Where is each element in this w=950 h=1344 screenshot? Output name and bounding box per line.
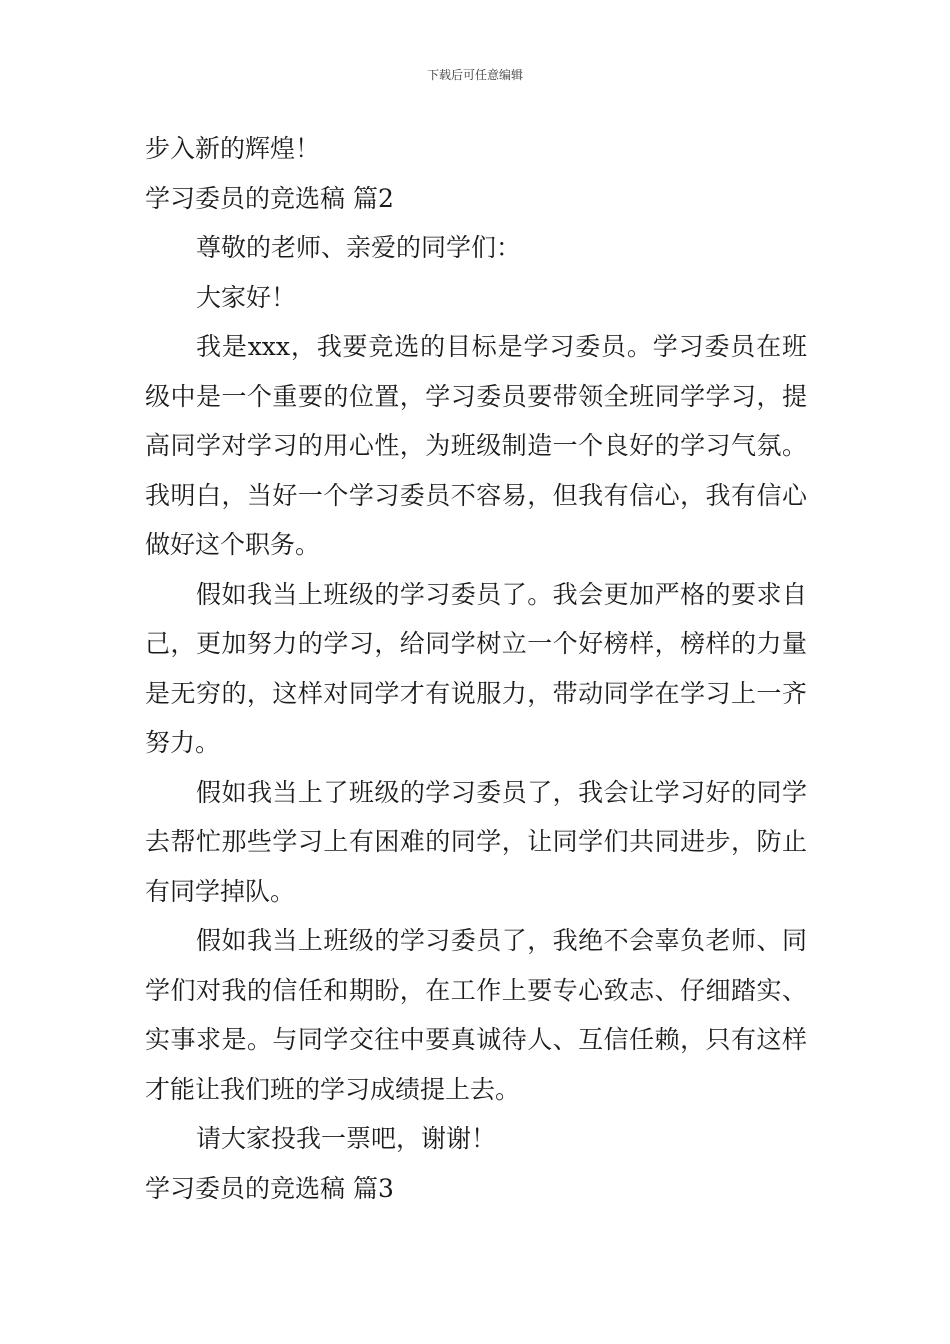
paragraph-2: 假如我当上班级的学习委员了。我会更加严格的要求自己，更加努力的学习，给同学树立一个好榜样，榜样的力量是无穷的，这样对同学才有说服力，带动同学在学习上一齐努力。	[145, 579, 807, 757]
closing-line: 请大家投我一票吧，谢谢！	[196, 1124, 497, 1153]
greeting-line: 尊敬的老师、亲爱的同学们：	[196, 233, 522, 262]
paragraph-4: 假如我当上班级的学习委员了，我绝不会辜负老师、同学们对我的信任和期盼，在工作上要专心致志、仔细踏实、实事求是。与同学交往中要真诚待人、互信任赖，只有这样才能让我们班的学习成绩提上去。	[145, 926, 807, 1104]
carry-over-line: 步入新的辉煌！	[145, 134, 321, 163]
hello-line: 大家好！	[196, 282, 297, 312]
section-heading-2: 学习委员的竞选稿 篇2	[145, 183, 394, 213]
document-body	[145, 124, 807, 1213]
section-heading-3: 学习委员的竞选稿 篇3	[145, 1173, 394, 1203]
paragraph-1: 我是xxx，我要竞选的目标是学习委员。学习委员在班级中是一个重要的位置，学习委员要带领全班同学学习，提高同学对学习的用心性，为班级制造一个良好的学习气氛。我明白，当好一个学习委员不容易，但我有信心，我有信心做好这个职务。	[145, 332, 807, 559]
paragraph-3: 假如我当上了班级的学习委员了，我会让学习好的同学去帮忙那些学习上有困难的同学，让同学们共同进步，防止有同学掉队。	[145, 777, 807, 906]
page-header-note: 下载后可任意编辑	[426, 68, 523, 82]
